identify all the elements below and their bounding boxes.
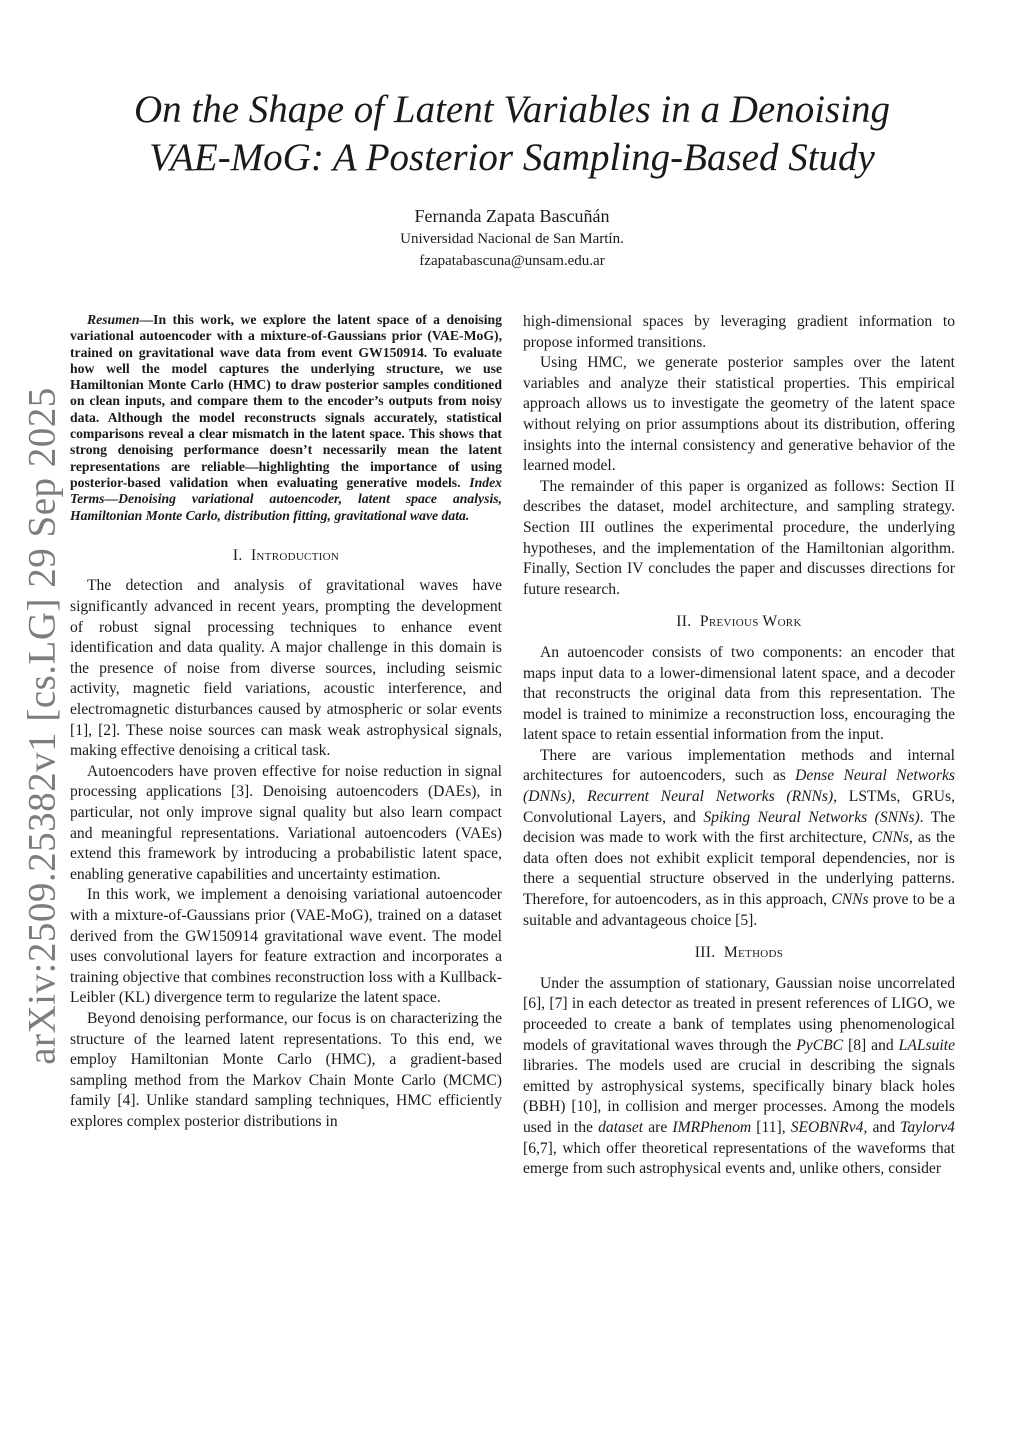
abstract-label: Resumen (87, 312, 140, 327)
intro-paragraph-6: The remainder of this paper is organized as follows: Section II describes the dataset, model architecture, and sampling strategy. Section III outlines the experimental procedure, the underlying hypotheses, and the implementation of the Hamiltonian algorithm. Finally, Section IV concludes the paper and discusses directions for future research. (523, 477, 955, 598)
paper-title (0, 86, 1024, 182)
affiliation: Universidad Nacional de San Martín. (400, 231, 624, 247)
paper-header (0, 86, 1024, 272)
index-terms: Index Terms—Denoising variational autoencoder, latent space analysis, Hamiltonian Monte Carlo, distribution fitting, gravitational wave data. (70, 474, 502, 523)
section-heading-previous-work: II. Previous Work (676, 613, 802, 631)
right-column (523, 312, 955, 1180)
previous-work-paragraph-2: There are various implementation methods and internal architectures for autoencoders, such as Dense Neural Networks (DNNs), Recurrent Neural Networks (RNNs), LSTMs, GRUs, Convolutional Layers, and Spiking Neural Networks (SNNs). The decision was made to work with the first architecture, CNNs, as the data often does not exhibit explicit temporal dependencies, nor is there a sequential structure observed in the underlying patterns. Therefore, for autoencoders, as in this approach, CNNs prove to be a suitable and advantageous choice [5]. (523, 746, 956, 929)
section-heading-methods: III. Methods (694, 944, 784, 962)
title-line-1: On the Shape of Latent Variables in a Denoising (133, 88, 891, 131)
intro-paragraph-4-continued: high-dimensional spaces by leveraging gradient information to propose informed transitions. (523, 313, 955, 351)
abstract-text: —In this work, we explore the latent space of a denoising variational autoencoder with a mixture-of-Gaussians prior (VAE-MoG), trained on gravitational wave data from event GW150914. To evaluate how well the model captures the underlying structure, we use Hamiltonian Monte Carlo (HMC) to draw posterior samples conditioned on clean inputs, and compare them to the encoder’s outputs from noisy data. Although the model reconstructs signals accurately, statistical comparisons reveal a clear mismatch in the latent space. This shows that strong denoising performance doesn’t necessarily mean the latent representations are reliable—highlighting the importance of using posterior-based validation when evaluating generative models. (70, 312, 502, 490)
intro-paragraph-4: Beyond denoising performance, our focus is on characterizing the structure of the learned latent representations. To this end, we employ Hamiltonian Monte Carlo (HMC), a gradient-based sampling method from the Markov Chain Monte Carlo (MCMC) family [4]. Unlike standard sampling techniques, HMC efficiently explores complex posterior distributions in (70, 1009, 502, 1130)
title-line-2: VAE-MoG: A Posterior Sampling-Based Study (149, 136, 875, 179)
intro-paragraph-2: Autoencoders have proven effective for noise reduction in signal processing applications [3]. Denoising autoencoders (DAEs), in particular, not only improve signal quality but also learn compact and meaningful representations. Variational autoencoders (VAEs) extend this framework by introducing a probabilistic latent space, enabling generative capabilities and uncertainty estimation. (70, 762, 502, 883)
previous-work-paragraph-1: An autoencoder consists of two components: an encoder that maps input data to a lower-dimensional latent space, and a decoder that reconstructs the original data from this representation. The model is trained to minimize a reconstruction loss, encouraging the latent space to retain essential information from the input. (523, 643, 955, 744)
arxiv-stamp: arXiv:2509.25382v1 [cs.LG] 29 Sep 2025 (20, 387, 64, 1065)
intro-paragraph-5: Using HMC, we generate posterior samples over the latent variables and analyze their statistical properties. This empirical approach allows us to investigate the geometry of the latent space without relying on prior assumptions about its distribution, offering insights into the internal consistency and generative behavior of the learned model. (523, 354, 955, 475)
author-name: Fernanda Zapata Bascuñán (414, 206, 610, 226)
author-email[interactable]: fzapatabascuna@unsam.edu.ar (419, 253, 605, 269)
section-heading-introduction: I. Introduction (232, 546, 340, 564)
intro-paragraph-3: In this work, we implement a denoising variational autoencoder with a mixture-of-Gaussians prior (VAE-MoG), trained on a dataset derived from the GW150914 gravitational wave event. The model uses convolutional layers for feature extraction and incorporates a training objective that combines reconstruction loss with a Kullback-Leibler (KL) divergence term to regularize the latent space. (70, 886, 502, 1007)
intro-paragraph-1: The detection and analysis of gravitational waves have significantly advanced in recent years, prompting the development of robust signal processing techniques to enhance event identification and data quality. A major challenge in this domain is the presence of noise from diverse sources, including seismic activity, magnetic field variations, acoustic interference, and electromagnetic disturbances caused by atmospheric or solar events [1], [2]. These noise sources can mask weak astrophysical signals, making effective denoising a critical task. (70, 577, 502, 760)
methods-paragraph-1: Under the assumption of stationary, Gaussian noise uncorrelated [6], [7] in each detector as treated in present references of LIGO, we proceeded to create a bank of templates using phenomenological models of gravitational waves through the PyCBC [8] and LALsuite libraries. The models used are crucial in describing the signals emitted by astrophysical systems, specifically binary black holes (BBH) [10], in collision and merger processes. Among the models used in the dataset are IMRPhenom [11], SEOBNRv4, and Taylorv4 [6,7], which offer theoretical representations of the waveforms that emerge from such astrophysical events and, unlike others, consider (523, 974, 955, 1178)
abstract (70, 312, 502, 524)
left-column (70, 312, 502, 1132)
